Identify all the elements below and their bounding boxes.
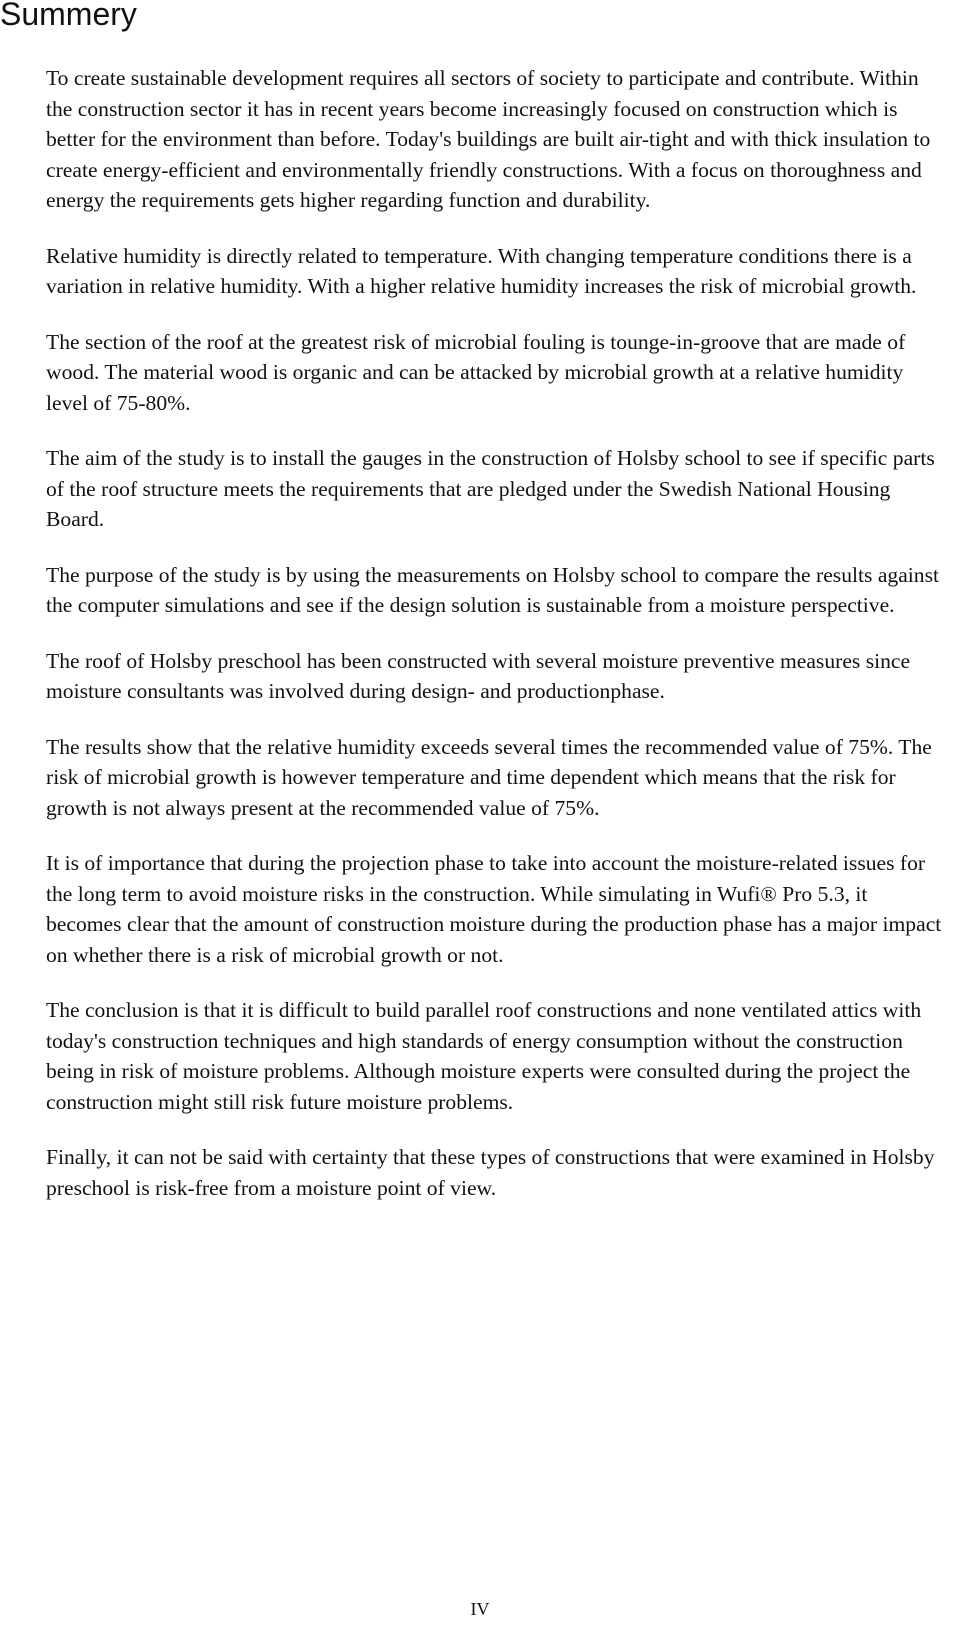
paragraph-roof-risk: The section of the roof at the greatest risk of microbial fouling is tounge-in-groove that are made of wood. The material wood is organic and can be attacked by microbial growth at a relative humidity level of 75-80%. (46, 329, 906, 415)
page-number: IV (470, 1599, 490, 1619)
paragraph-intro: To create sustainable development requires all sectors of society to participate and contribute. Within the construction sector it has in recent years become increasingly focused on construction which is better for the environment than before. Today's buildings are built air-tight and with thick insulation to create energy-efficient and environmentally friendly constructions. With a focus on thoroughness and energy the requirements gets higher regarding function and durability. (46, 66, 931, 212)
paragraph-results: The results show that the relative humidity exceeds several times the recommended value of 75%. The risk of microbial growth is however temperature and time dependent which means that the risk for growth is not always present at the recommended value of 75%. (46, 734, 932, 820)
paragraph-conclusion: The conclusion is that it is difficult to build parallel roof constructions and none ventilated attics with today's construction techniques and high standards of energy consumption without the construction being in risk of moisture problems. Although moisture experts were consulted during the project the construction might still risk future moisture problems. (46, 998, 922, 1114)
paragraph-aim: The aim of the study is to install the gauges in the construction of Holsby school to see if specific parts of the roof structure meets the requirements that are pledged under the Swedish National Housing Board. (46, 446, 935, 531)
paragraph-humidity: Relative humidity is directly related to temperature. With changing temperature conditions there is a variation in relative humidity. With a higher relative humidity increases the risk of microbial growth. (46, 243, 917, 298)
paragraph-importance: It is of importance that during the projection phase to take into account the moisture-related issues for the long term to avoid moisture risks in the construction. While simulating in Wufi® Pro 5.3, it becomes clear that the amount of construction moisture during the production phase has a major impact on whether there is a risk of microbial growth or not. (46, 851, 942, 967)
paragraph-final: Finally, it can not be said with certainty that these types of constructions that were examined in Holsby preschool is risk-free from a moisture point of view. (46, 1145, 935, 1200)
page-title: Summery (0, 0, 137, 32)
paragraph-roof-construction: The roof of Holsby preschool has been constructed with several moisture preventive measures since moisture consultants was involved during design- and productionphase. (46, 648, 911, 703)
summary-body (46, 63, 946, 1228)
paragraph-purpose: The purpose of the study is by using the measurements on Holsby school to compare the results against the computer simulations and see if the design solution is sustainable from a moisture perspective. (46, 562, 939, 617)
